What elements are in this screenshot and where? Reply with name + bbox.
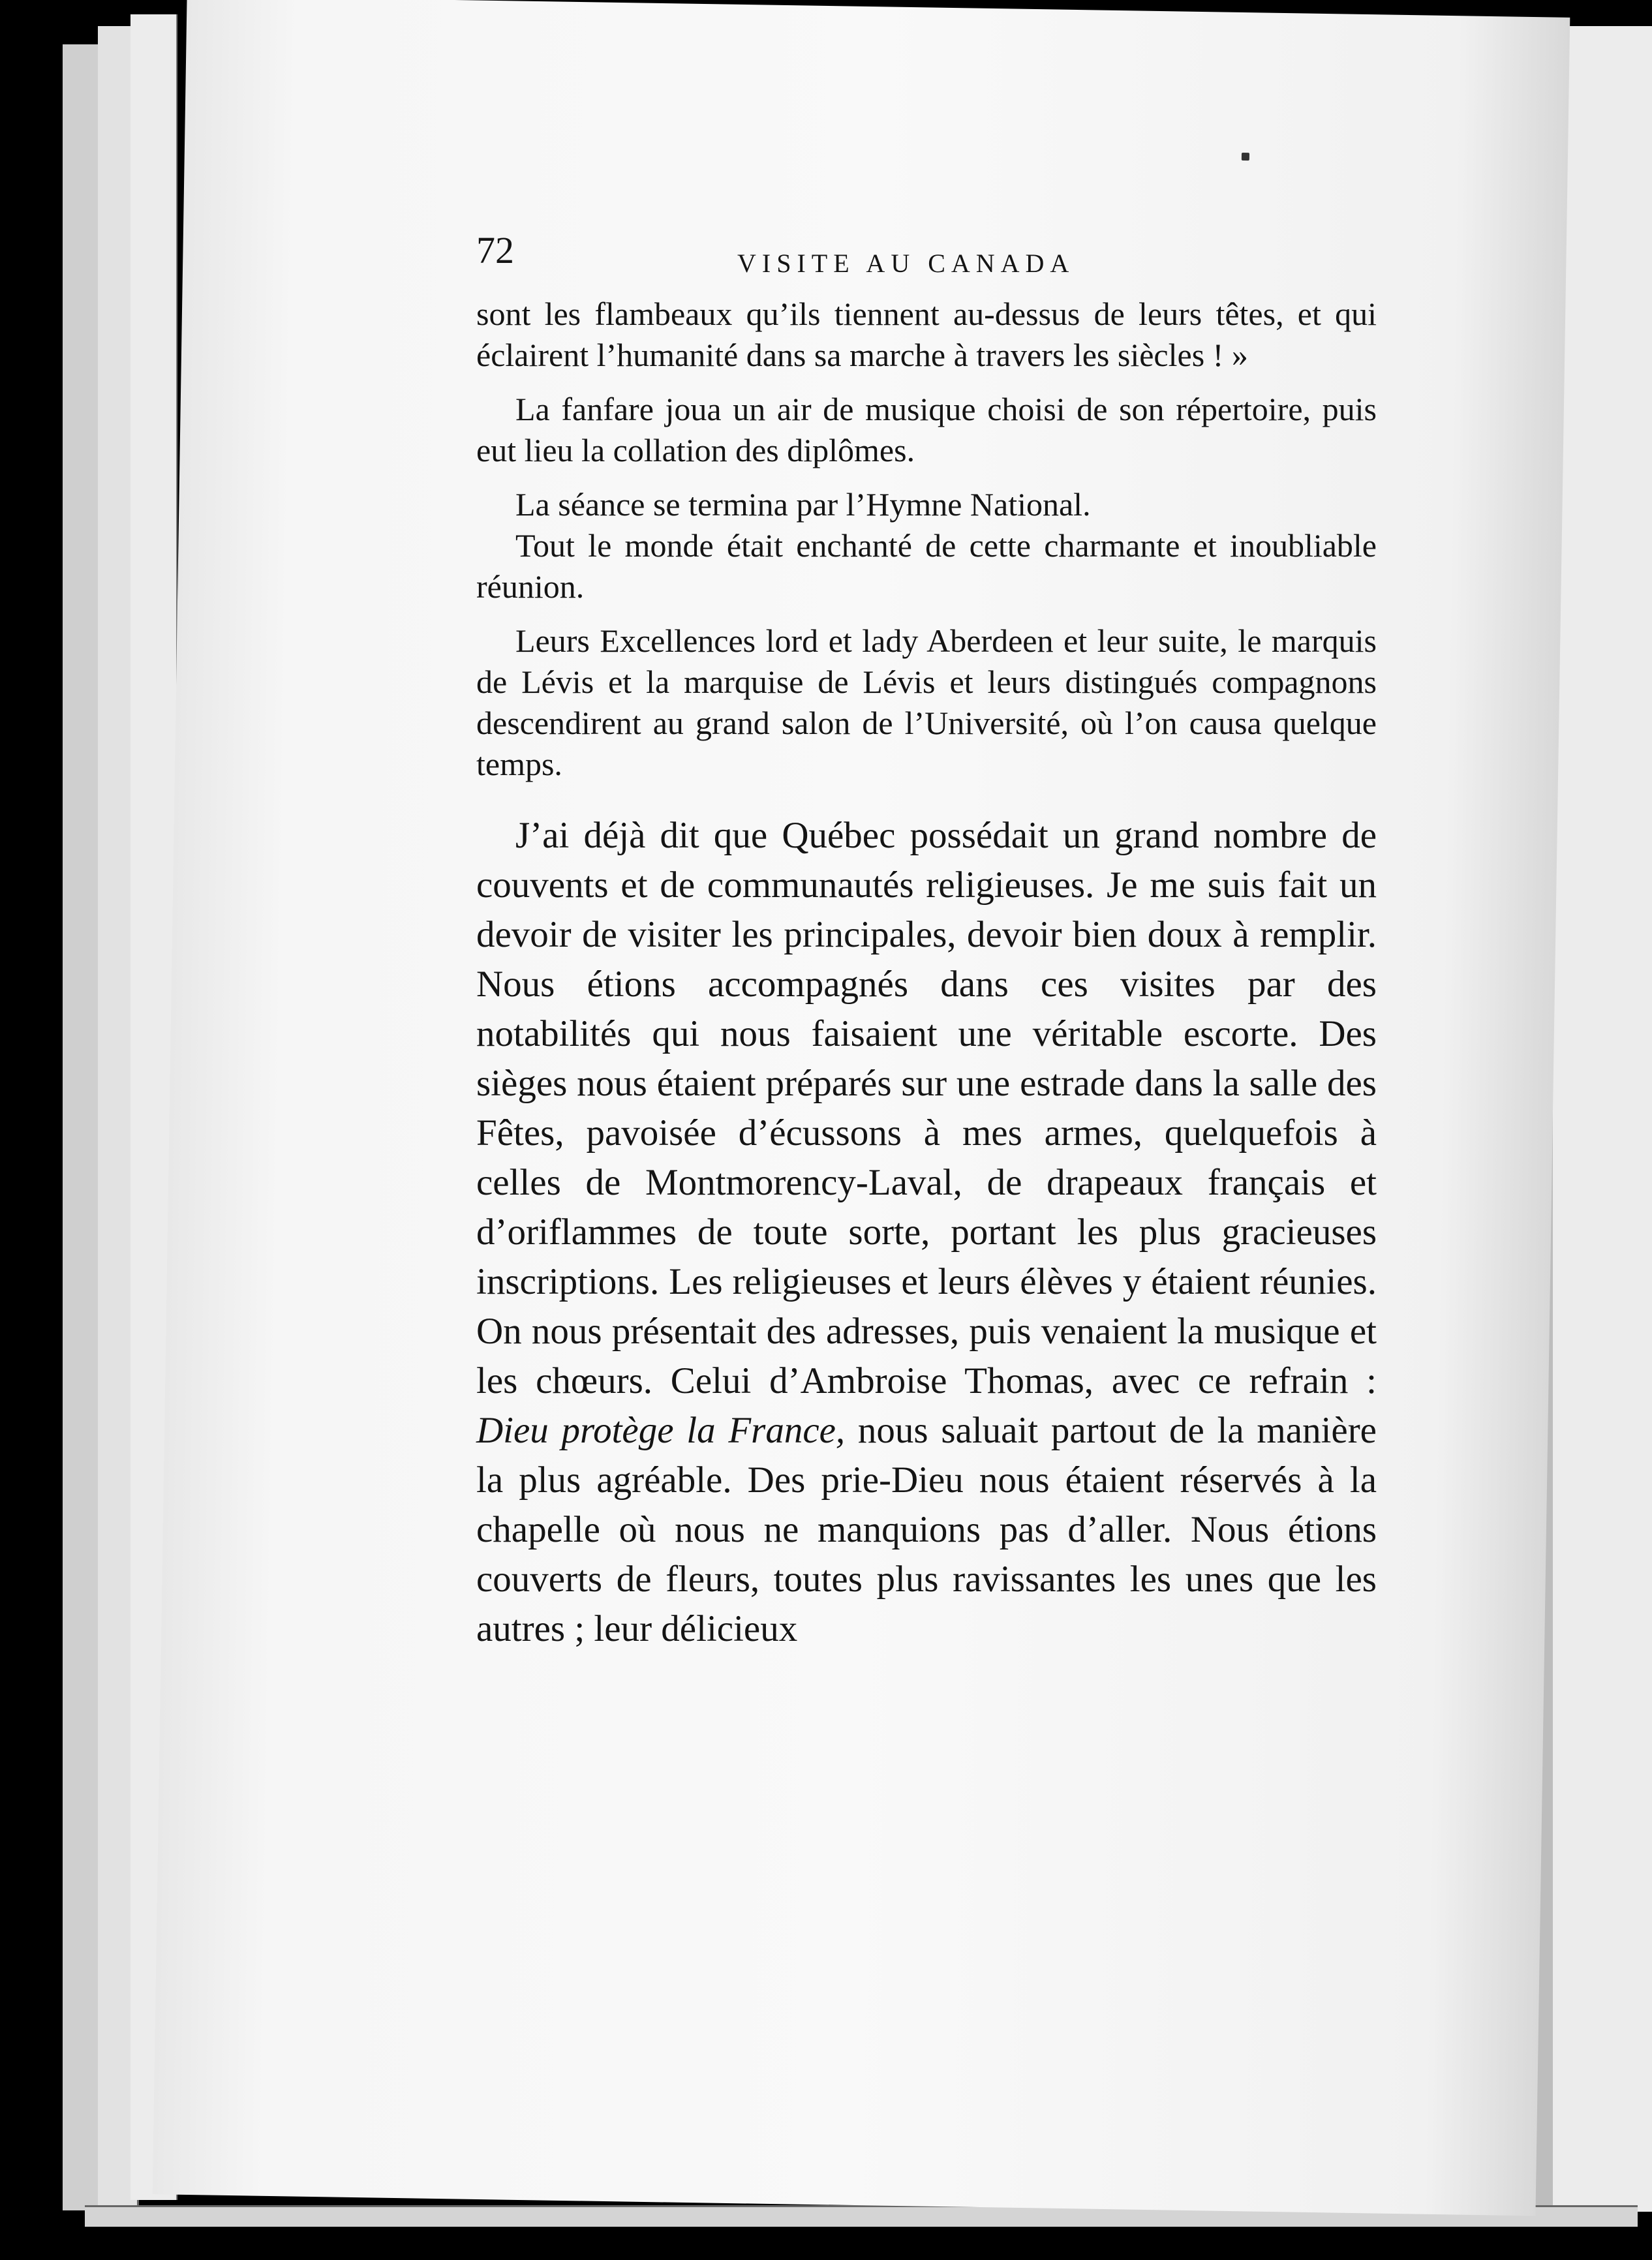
ink-speck: [1242, 153, 1249, 160]
paragraph: Leurs Excellences lord et lady Aberdeen et leur suite, le marquis de Lévis et la marquise de Lévis et leurs distingués compagnons descendirent au grand salon de l’Université, où l’on causa quelque temps.: [476, 622, 1377, 782]
paragraph: La séance se termina par l’Hymne National.: [515, 486, 1091, 523]
facing-page-edge: [1553, 26, 1652, 2212]
paragraph: sont les flambeaux qu’ils tiennent au-dessus de leurs têtes, et qui éclairent l’humanité dans sa marche à travers les siècles ! »: [476, 296, 1377, 373]
page-number: 72: [476, 229, 514, 271]
page-content: [476, 228, 1377, 1654]
paragraph-text: nous saluait partout de la manière la plus agréable. Des prie-Dieu nous étaient réservés à la chapelle où nous ne manquions pas d’aller. Nous étions couverts de fleurs, toutes plus ravissantes les unes que les autres ; leur délicieux: [476, 1410, 1377, 1649]
large-text-block: [476, 811, 1377, 1654]
paragraph: La fanfare joua un air de musique choisi de son répertoire, puis eut lieu la collation des diplômes.: [476, 391, 1377, 468]
page-header: [476, 228, 1377, 294]
paragraph-text: J’ai déjà dit que Québec possédait un grand nombre de couvents et de communautés religieuses. Je me suis fait un devoir de visiter les principales, devoir bien doux à remplir. Nous étions accompagnés dans ces visites par des notabilités qui nous faisaient une véritable escorte. Des sièges nous étaient préparés sur une estrade dans la salle des Fêtes, pavoisée d’écussons à mes armes, quelquefois à celles de Montmorency-Laval, de drapeaux français et d’oriflammes de toute sorte, portant les plus gracieuses inscriptions. Les religieuses et leurs élèves y étaient réunies. On nous présentait des adresses, puis venaient la musique et les chœurs. Celui d’Ambroise Thomas, avec ce refrain :: [476, 815, 1377, 1401]
paragraph: Tout le monde était enchanté de cette charmante et inoubliable réunion.: [476, 527, 1377, 605]
small-text-block: [476, 294, 1377, 785]
paragraph: [476, 811, 1377, 1654]
italic-quote: Dieu protège la France,: [476, 1410, 846, 1451]
running-head: VISITE AU CANADA: [737, 249, 1075, 278]
